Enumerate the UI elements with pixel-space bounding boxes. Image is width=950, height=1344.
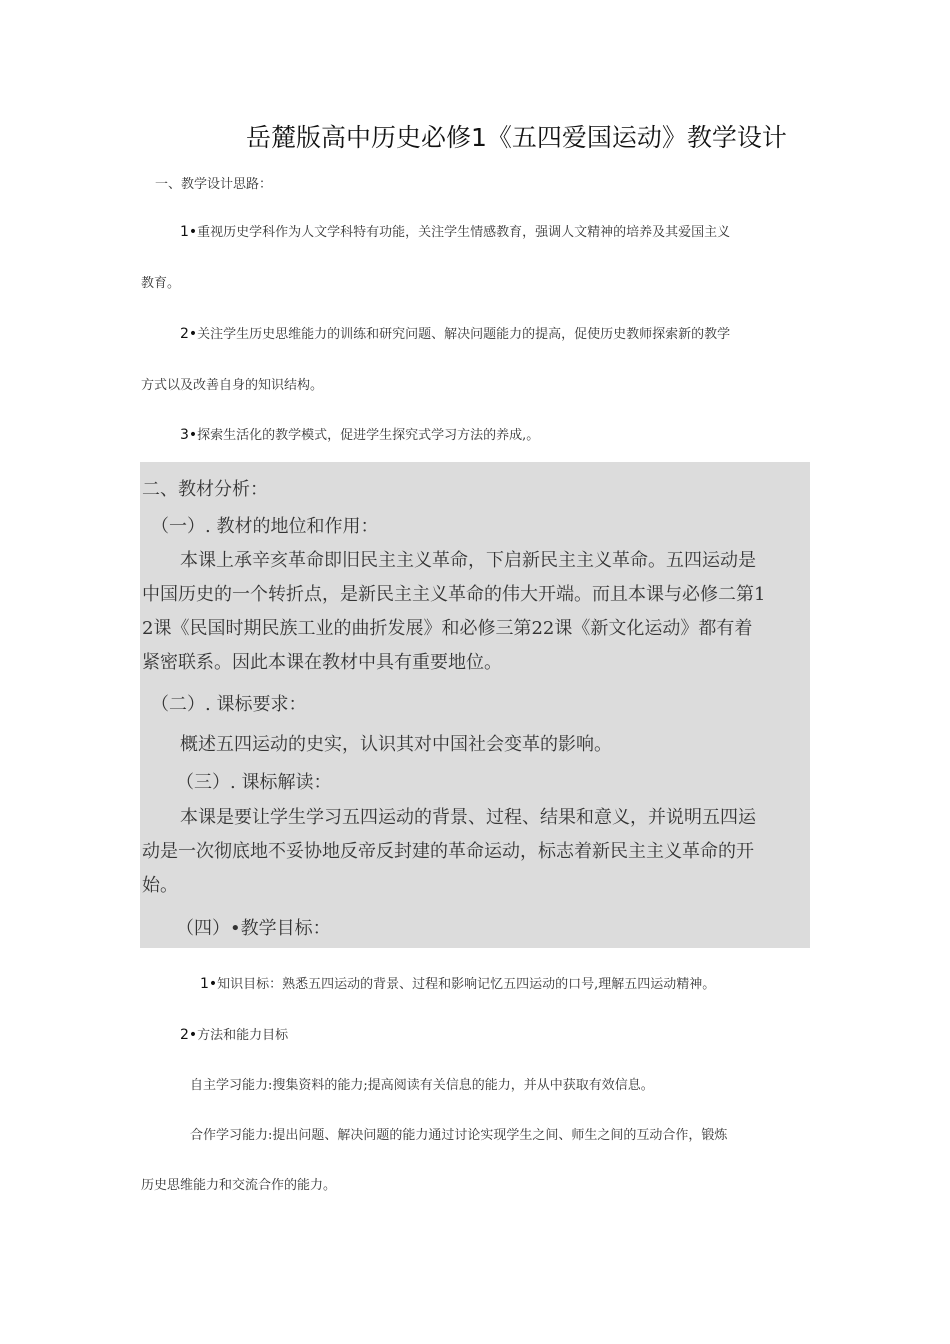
subheading: （二）. 课标要求： [151,694,307,715]
document-title: 岳麓版高中历史必修1《五四爱国运动》教学设计 [246,123,787,152]
subheading: （四）•教学目标： [176,918,331,939]
item-number: 3• [180,427,198,443]
paragraph-line: 2课《民国时期民族工业的曲折发展》和必修三第22课《新文化运动》都有着 [142,618,753,639]
item-number: 2• [180,1027,198,1043]
item-text: 关注学生历史思维能力的训练和研究问题、解决问题能力的提高，促使历史教师探索新的教学 [197,327,731,342]
paragraph-line: 紧密联系。因此本课在教材中具有重要地位。 [142,652,502,673]
paragraph-line: 始。 [142,875,178,896]
item-text: 方法和能力目标 [197,1028,289,1043]
paragraph-line: 动是一次彻底地不妥协地反帝反封建的革命运动，标志着新民主主义革命的开 [142,841,754,862]
section2-heading: 二、教材分析： [142,479,268,500]
list-item [180,221,730,240]
subheading: （一）. 教材的地位和作用： [151,516,379,537]
list-item [180,323,730,342]
list-item [180,424,539,443]
list-item [200,973,715,992]
item-number: 2• [180,326,198,342]
item-text-continued: 方式以及改善自身的知识结构。 [141,378,324,393]
item-number: 1• [200,976,218,992]
paragraph-line: 合作学习能力:提出问题、解决问题的能力通过讨论实现学生之间、师生之间的互动合作，锻炼 [190,1128,728,1143]
paragraph-line: 自主学习能力:搜集资料的能力;提高阅读有关信息的能力，并从中获取有效信息。 [190,1078,654,1093]
paragraph-line: 概述五四运动的史实，认识其对中国社会变革的影响。 [180,734,612,755]
paragraph-line: 中国历史的一个转折点，是新民主主义革命的伟大开端。而且本课与必修二第1 [142,584,766,605]
paragraph-line: 本课上承辛亥革命即旧民主主义革命，下启新民主主义革命。五四运动是 [180,550,756,571]
section1-heading: 一、教学设计思路： [155,177,273,192]
paragraph-line: 本课是要让学生学习五四运动的背景、过程、结果和意义，并说明五四运 [180,807,756,828]
item-text: 知识目标：熟悉五四运动的背景、过程和影响记忆五四运动的口号,理解五四运动精神。 [217,977,716,992]
paragraph-line: 历史思维能力和交流合作的能力。 [141,1178,337,1193]
item-number: 1• [180,224,198,240]
item-text: 探索生活化的教学模式，促进学生探究式学习方法的养成,。 [197,428,540,443]
item-text-continued: 教育。 [141,276,181,291]
list-item [180,1024,288,1043]
item-text: 重视历史学科作为人文学科特有功能，关注学生情感教育，强调人文精神的培养及其爱国主义 [197,225,731,240]
subheading: （三）. 课标解读： [176,772,332,793]
